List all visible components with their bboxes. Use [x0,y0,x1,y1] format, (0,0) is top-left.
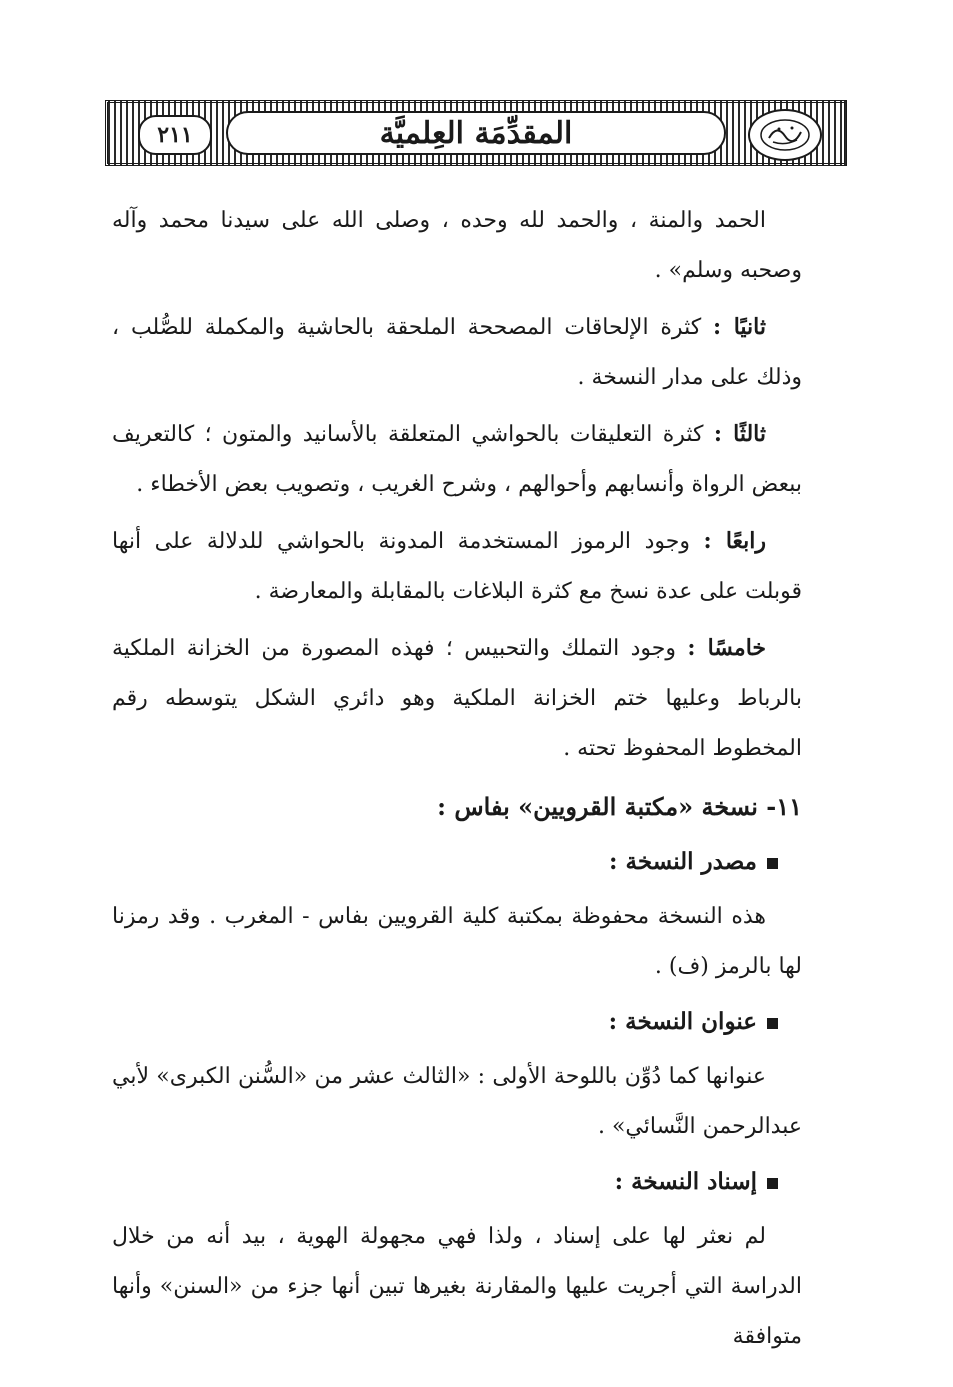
paragraph-text: وجود الرموز المستخدمة المدونة بالحواشي للدلالة على أنها قوبلت على عدة نسخ مع كثرة البلاغات بالمقابلة والمعارضة . [112,529,802,604]
paragraph-source: هذه النسخة محفوظة بمكتبة كلية القرويين بفاس - المغرب . وقد رمزنا لها بالرمز (ف) . [112,904,802,979]
square-bullet-icon [767,1018,778,1029]
paragraph-lead: رابعًا : [703,528,766,554]
square-bullet-icon [767,1178,778,1189]
subsection-heading-title [112,1000,802,1044]
book-seal-logo [748,109,822,161]
paragraph-fourth [112,516,802,617]
paragraph-closing-quote: الحمد والمنة ، والحمد لله وحده ، وصلى الله على سيدنا محمد وآله وصحبه وسلم» . [112,208,802,283]
page-number: ٢١١ [138,115,212,155]
section-heading: ١١- نسخة «مكتبة القرويين» بفاس : [437,792,802,821]
paragraph-text: كثرة التعليقات بالحواشي المتعلقة بالأسانيد والمتون ؛ كالتعريف ببعض الرواة وأنسابهم وأحوالهم ، وشرح الغريب ، وتصويب بعض الأخطاء . [112,422,802,497]
header-title-frame [226,111,726,155]
paragraph-isnad: لم نعثر لها على إسناد ، ولذا فهي مجهولة الهوية ، بيد أنه من خلال الدراسة التي أجريت عليها والمقارنة بغيرها تبين أنها جزء من «السنن» وأنها متوافقة [112,1224,802,1349]
subsection-heading-text: مصدر النسخة : [609,848,757,875]
paragraph-lead: ثالثًا : [713,421,766,447]
subsection-heading-isnad [112,1160,802,1204]
page-body [112,196,802,1368]
paragraph-lead: ثانيًا : [713,314,766,340]
paragraph-text: وجود التملك والتحبيس ؛ فهذه المصورة من الخزانة الملكية بالرباط وعليها ختم الخزانة الملكية وهو دائري الشكل يتوسطه رقم المخطوط المحفوظ تحته . [112,636,802,761]
page-header [105,100,847,166]
paragraph-title: عنوانها كما دُوِّن باللوحة الأولى : «الثالث عشر من «السُّنن الكبرى» لأبي عبدالرحمن النَّسائي» . [112,1064,802,1139]
calligraphy-seal-icon [759,118,811,152]
subsection-heading-text: إسناد النسخة : [614,1168,757,1195]
paragraph-second [112,302,802,403]
paragraph-fifth [112,623,802,774]
subsection-heading-text: عنوان النسخة : [608,1008,757,1035]
running-title: المقدِّمَة العِلميَّة [379,115,573,151]
subsection-heading-source [112,840,802,884]
square-bullet-icon [767,858,778,869]
paragraph-third [112,409,802,510]
paragraph-lead: خامسًا : [687,635,766,661]
paragraph-text: كثرة الإلحاقات المصححة الملحقة بالحاشية والمكملة للصُّلب ، وذلك على مدار النسخة . [112,315,802,390]
